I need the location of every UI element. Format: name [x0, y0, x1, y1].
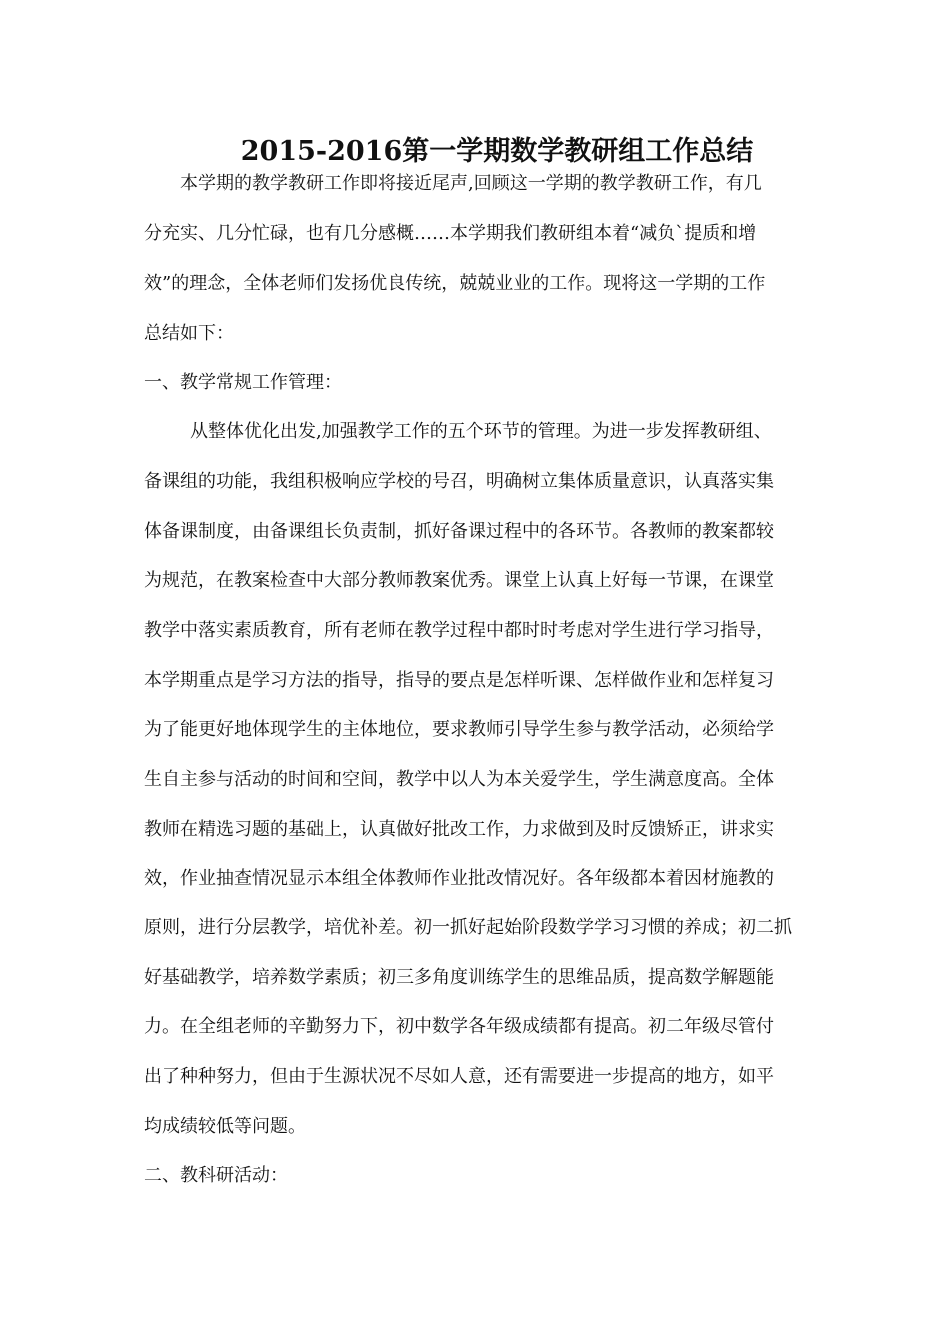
- paragraph-line: 本学期重点是学习方法的指导，指导的要点是怎样听课、怎样做作业和怎样复习: [144, 670, 774, 691]
- paragraph-line: 力。在全组老师的辛勤努力下，初中数学各年级成绩都有提高。初二年级尽管付: [144, 1016, 774, 1037]
- paragraph-line: 为了能更好地体现学生的主体地位，要求教师引导学生参与教学活动，必须给学: [144, 719, 774, 740]
- paragraph-line: 效”的理念，全体老师们发扬优良传统，兢兢业业的工作。现将这一学期的工作: [144, 273, 766, 294]
- paragraph-line: 原则，进行分层教学，培优补差。初一抓好起始阶段数学学习习惯的养成；初二抓: [144, 917, 792, 938]
- section-heading: 二、教科研活动：: [144, 1165, 288, 1186]
- document-title: 2015-2016第一学期数学教研组工作总结: [240, 136, 754, 167]
- paragraph-line: 出了种种努力，但由于生源状况不尽如人意，还有需要进一步提高的地方，如平: [144, 1066, 774, 1087]
- paragraph-line: 生自主参与活动的时间和空间，教学中以人为本关爱学生，学生满意度高。全体: [144, 769, 774, 790]
- paragraph-line: 本学期的教学教研工作即将接近尾声,回顾这一学期的教学教研工作，有几: [180, 173, 762, 194]
- paragraph-line: 体备课制度，由备课组长负责制，抓好备课过程中的各环节。各教师的教案都较: [144, 521, 774, 542]
- paragraph-line: 总结如下：: [144, 323, 234, 344]
- paragraph-line: 好基础教学，培养数学素质；初三多角度训练学生的思维品质，提高数学解题能: [144, 967, 774, 988]
- paragraph-line: 为规范，在教案检查中大部分教师教案优秀。课堂上认真上好每一节课，在课堂: [144, 570, 774, 591]
- paragraph-line: 效，作业抽查情况显示本组全体教师作业批改情况好。各年级都本着因材施教的: [144, 868, 774, 889]
- paragraph-line: 备课组的功能，我组积极响应学校的号召，明确树立集体质量意识，认真落实集: [144, 471, 774, 492]
- paragraph-line: 分充实、几分忙碌，也有几分感概……本学期我们教研组本着“减负`提质和增: [144, 223, 757, 244]
- paragraph-line: 教学中落实素质教育，所有老师在教学过程中都时时考虑对学生进行学习指导，: [144, 620, 774, 641]
- paragraph-line: 均成绩较低等问题。: [144, 1116, 306, 1137]
- paragraph-line: 教师在精选习题的基础上，认真做好批改工作，力求做到及时反馈矫正，讲求实: [144, 819, 774, 840]
- section-heading: 一、教学常规工作管理：: [144, 372, 342, 393]
- paragraph-line: 从整体优化出发,加强教学工作的五个环节的管理。为进一步发挥教研组、: [190, 421, 772, 442]
